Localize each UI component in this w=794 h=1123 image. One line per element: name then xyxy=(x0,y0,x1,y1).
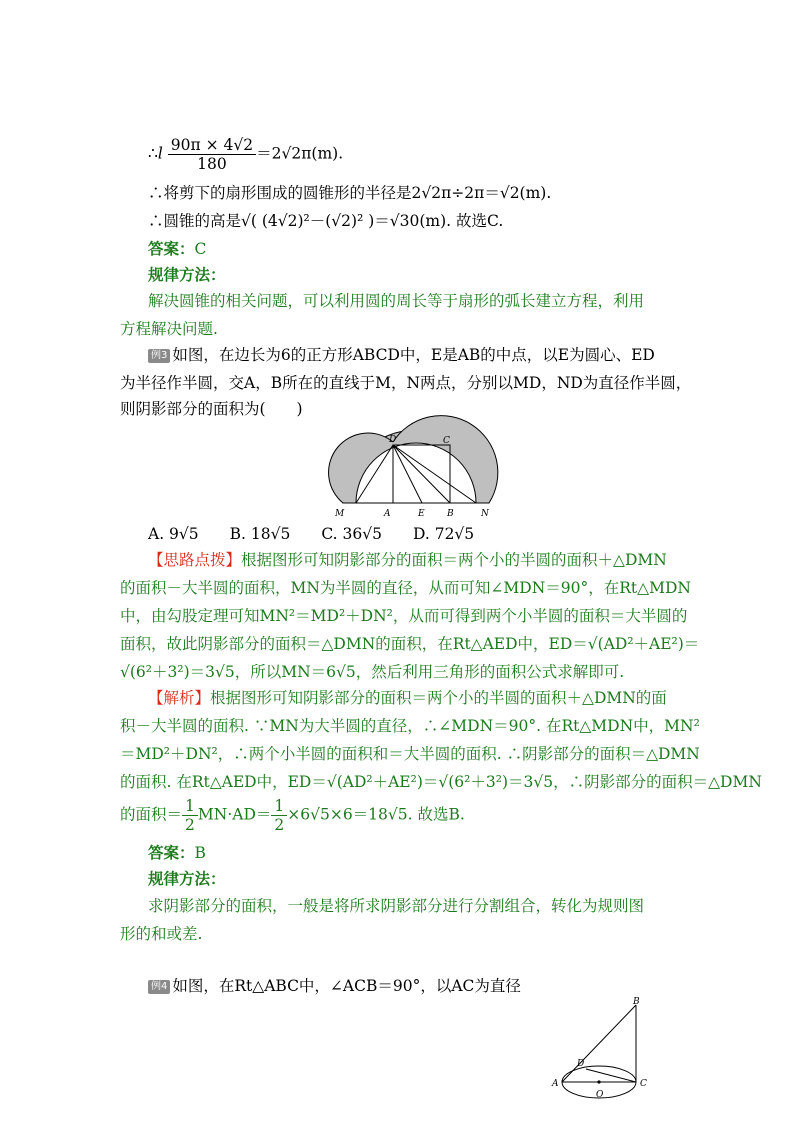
fig3-label-a: A xyxy=(384,509,391,519)
hint-line2: 的面积－大半圆的面积，MN为半圆的直径，从而可知∠MDN＝90°，在Rt△MDN xyxy=(120,579,691,597)
example3-question-line3: 则阴影部分的面积为( ) xyxy=(120,400,303,418)
example4-question-line1 xyxy=(148,972,521,1000)
analysis-line1 xyxy=(148,684,667,712)
method-text-1a: 解决圆锥的相关问题，可以利用圆的周长等于扇形的弧长建立方程，利用 xyxy=(148,292,645,310)
answer-label: 答案： xyxy=(148,239,195,258)
fig3-label-d: D xyxy=(389,435,397,445)
method-text-2b: 形的和或差. xyxy=(120,925,203,943)
fig3-label-m: M xyxy=(335,509,345,519)
fraction-numerator: 1 xyxy=(182,797,198,816)
fig3-label-e: E xyxy=(418,509,425,519)
example4-q1: 如图，在Rt△ABC中，∠ACB＝90°，以AC为直径 xyxy=(172,977,521,995)
answer-value: C xyxy=(194,240,207,258)
analysis-label: 【解析】 xyxy=(148,689,211,707)
fraction-numerator: 1 xyxy=(271,797,287,816)
hint-line1 xyxy=(148,546,667,574)
fig4-label-a: A xyxy=(552,1079,559,1089)
fig4-label-b: B xyxy=(633,997,640,1007)
analysis-l5-mid: MN·AD＝ xyxy=(197,805,272,824)
analysis-l5-end: ×6√5×6＝18√5. 故选B. xyxy=(287,805,465,824)
answer-label: 答案： xyxy=(148,843,195,862)
example3-question-line1 xyxy=(148,341,655,369)
analysis-text-1: 根据图形可知阴影部分的面积＝两个小的半圆的面积＋△DMN的面 xyxy=(210,689,667,707)
analysis-line4: 的面积. 在Rt△AED中，ED＝√(AD²＋AE²)＝√(6²＋3²)＝3√5，∴阴影部分的面积＝△DMN xyxy=(120,773,762,791)
arc-fraction xyxy=(168,136,256,173)
hint-line3: 中，由勾股定理可知MN²＝MD²＋DN²，从而可得到两个小半圆的面积＝大半圆的 xyxy=(120,607,688,625)
arc-result: ＝2√2π(m). xyxy=(256,144,344,163)
fraction-numerator: 90π × 4√2 xyxy=(168,136,256,155)
analysis-fraction-2 xyxy=(271,797,287,834)
example4-figure xyxy=(548,994,658,1106)
fig3-label-b: B xyxy=(447,509,454,519)
fig4-label-c: C xyxy=(640,1079,647,1089)
fig3-label-c: C xyxy=(443,436,450,446)
hint-text-1: 根据图形可知阴影部分的面积＝两个小的半圆的面积＋△DMN xyxy=(241,551,667,569)
hint-line5: √(6²＋3²)＝3√5，所以MN＝6√5，然后利用三角形的面积公式求解即可. xyxy=(120,663,625,681)
fraction-denominator: 2 xyxy=(274,816,285,834)
height-line: ∴圆锥的高是√( (4√2)²－(√2)² )＝√30(m). 故选C. xyxy=(148,212,504,230)
method-text-1b: 方程解决问题. xyxy=(120,320,218,338)
example4-tag: 例4 xyxy=(148,980,170,994)
hint-line4: 面积，故此阴影部分的面积＝△DMN的面积，在Rt△AED中，ED＝√(AD²＋AE²)＝ xyxy=(120,635,700,653)
analysis-fraction-1 xyxy=(182,797,198,834)
analysis-l5-prefix: 的面积＝ xyxy=(120,805,183,824)
arc-symbol: l xyxy=(157,144,163,163)
analysis-line3: ＝MD²＋DN²，∴两个小半圆的面积和＝大半圆的面积. ∴阴影部分的面积＝△DMN xyxy=(120,745,700,763)
hint-label: 【思路点拨】 xyxy=(148,551,242,569)
fig3-label-n: N xyxy=(481,509,489,519)
fig4-label-d: D xyxy=(577,1059,585,1069)
example3-tag: 例3 xyxy=(148,349,170,363)
example3-options: A. 9√5 B. 18√5 C. 36√5 D. 72√5 xyxy=(148,525,475,543)
arc-length-formula xyxy=(148,136,343,173)
example3-q1: 如图，在边长为6的正方形ABCD中，E是AB的中点，以E为圆心、ED xyxy=(172,346,655,364)
method-label-1: 规律方法： xyxy=(148,265,226,284)
example3-question-line2: 为半径作半圆，交A，B所在的直线于M，N两点，分别以MD，ND为直径作半圆， xyxy=(120,374,692,392)
example3-figure xyxy=(336,432,496,520)
method-label-2: 规律方法： xyxy=(148,869,226,888)
method-text-2a: 求阴影部分的面积，一般是将所求阴影部分进行分割组合，转化为规则图 xyxy=(148,897,645,915)
fig4-label-o: O xyxy=(596,1090,604,1100)
therefore-symbol: ∴ xyxy=(148,144,158,163)
analysis-line5 xyxy=(120,797,465,834)
answer-2 xyxy=(148,843,206,863)
answer-1 xyxy=(148,239,206,259)
answer-value: B xyxy=(194,844,206,862)
fraction-denominator: 180 xyxy=(197,155,227,173)
fraction-denominator: 2 xyxy=(185,816,195,834)
radius-line: ∴将剪下的扇形围成的圆锥形的半径是2√2π÷2π＝√2(m). xyxy=(148,184,552,202)
analysis-line2: 积－大半圆的面积. ∵MN为大半圆的直径，∴∠MDN＝90°. 在Rt△MDN中，MN² xyxy=(120,717,700,735)
